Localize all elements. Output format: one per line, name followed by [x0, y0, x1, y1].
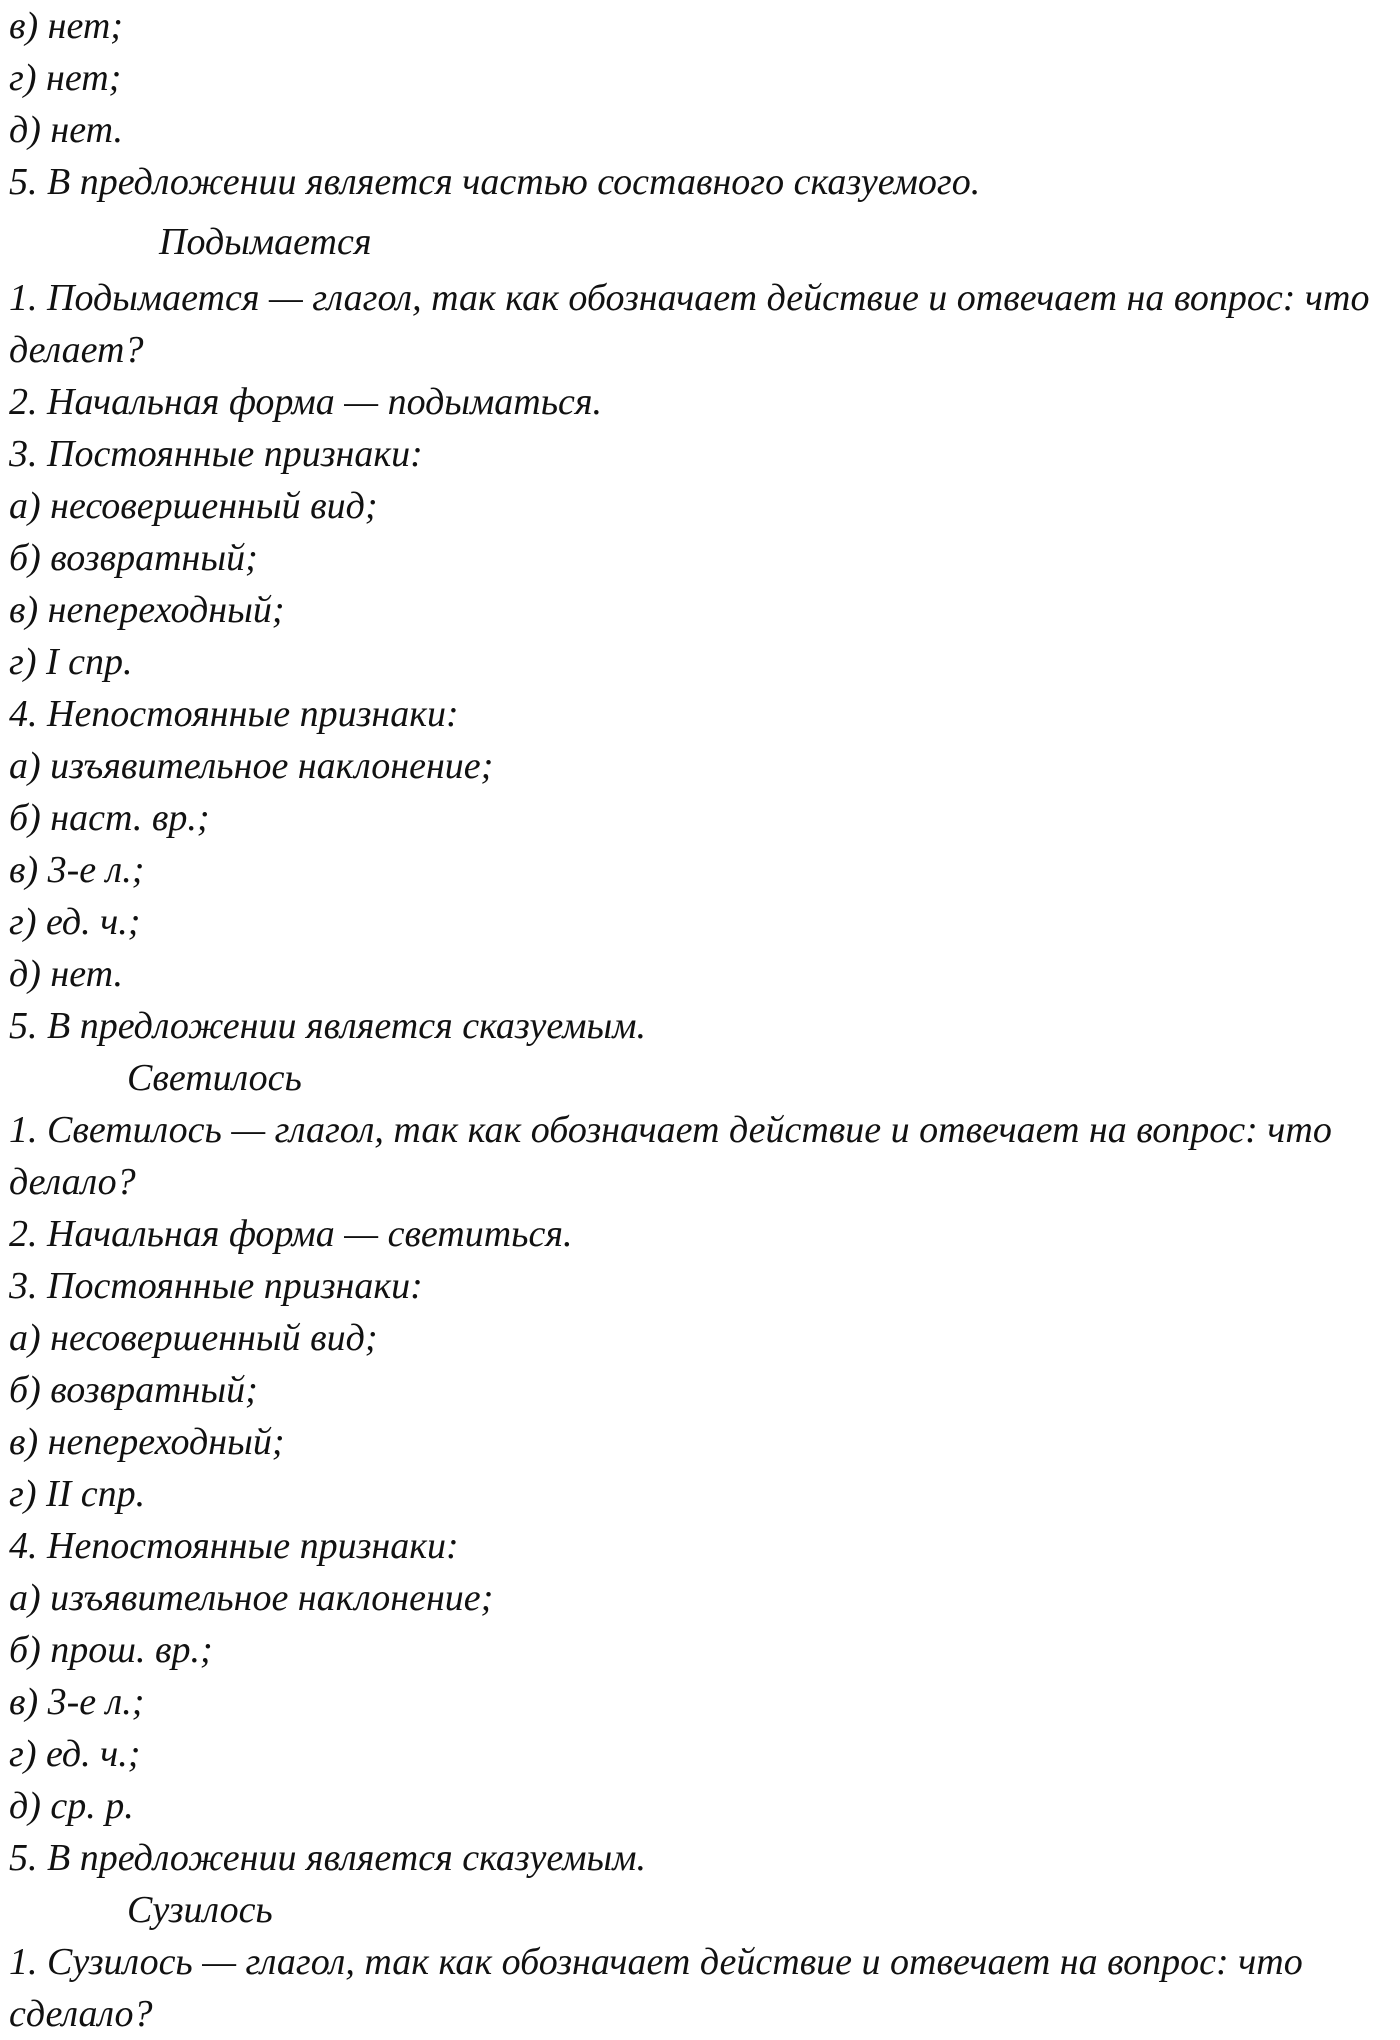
svetilos-p5: 5. В предложении является сказуемым. [9, 1837, 647, 1879]
prev-item-5: 5. В предложении является частью составного сказуемого. [9, 161, 981, 203]
podymaetsya-p5: 5. В предложении является сказуемым. [9, 1005, 647, 1047]
podymaetsya-p3: 3. Постоянные признаки: [9, 433, 423, 475]
svetilos-p3: 3. Постоянные признаки: [9, 1265, 423, 1307]
prev-item-v: в) нет; [9, 5, 123, 47]
svetilos-p3b: б) возвратный; [9, 1369, 258, 1411]
svetilos-p4: 4. Непостоянные признаки: [9, 1525, 459, 1567]
word-heading-svetilos: Светилось [127, 1057, 302, 1099]
podymaetsya-p3c: в) непереходный; [9, 589, 285, 631]
podymaetsya-p4a: а) изъявительное наклонение; [9, 745, 494, 787]
podymaetsya-p4b: б) наст. вр.; [9, 797, 210, 839]
svetilos-p4c: в) 3-е л.; [9, 1681, 145, 1723]
podymaetsya-p4d: г) ед. ч.; [9, 901, 141, 943]
podymaetsya-p3d: г) I спр. [9, 641, 133, 683]
svetilos-p2: 2. Начальная форма — светиться. [9, 1213, 573, 1255]
prev-item-g: г) нет; [9, 57, 122, 99]
svetilos-p4e: д) ср. р. [9, 1785, 134, 1827]
svetilos-p4b: б) прош. вр.; [9, 1629, 213, 1671]
svetilos-p3c: в) непереходный; [9, 1421, 285, 1463]
podymaetsya-p3b: б) возвратный; [9, 537, 258, 579]
svetilos-p3d: г) II спр. [9, 1473, 146, 1515]
svetilos-p3a: а) несовершенный вид; [9, 1317, 378, 1359]
document-page [9, 0, 1394, 2040]
suzilos-p1: 1. Сузилось — глагол, так как обозначает действие и отвечает на вопрос: что сделало? [9, 1941, 1303, 2035]
word-heading-podymaetsya: Подымается [159, 221, 372, 263]
svetilos-p1: 1. Светилось — глагол, так как обозначает действие и отвечает на вопрос: что делало? [9, 1109, 1332, 1203]
podymaetsya-p2: 2. Начальная форма — подыматься. [9, 381, 603, 423]
podymaetsya-p4: 4. Непостоянные признаки: [9, 693, 459, 735]
svetilos-p4d: г) ед. ч.; [9, 1733, 141, 1775]
podymaetsya-p1: 1. Подымается — глагол, так как обозначает действие и отвечает на вопрос: что делает? [9, 277, 1370, 371]
podymaetsya-p3a: а) несовершенный вид; [9, 485, 378, 527]
svetilos-p4a: а) изъявительное наклонение; [9, 1577, 494, 1619]
word-heading-suzilos: Сузилось [127, 1889, 273, 1931]
podymaetsya-p4c: в) 3-е л.; [9, 849, 145, 891]
prev-item-d: д) нет. [9, 109, 123, 151]
podymaetsya-p4e: д) нет. [9, 953, 123, 995]
